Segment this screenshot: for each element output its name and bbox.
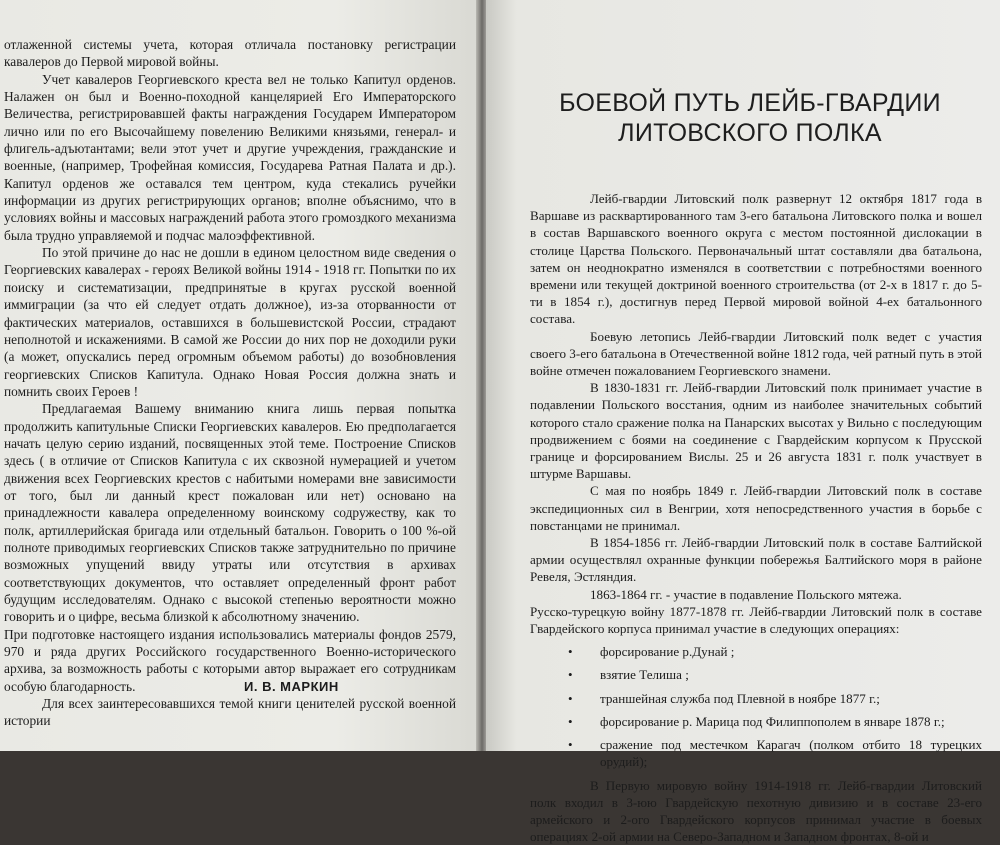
operations-list [530, 643, 982, 770]
operation-item: • форсирование р.Дунай ; [530, 643, 982, 660]
bullet-icon: • [568, 713, 573, 730]
left-paragraph: Учет кавалеров Георгиевского креста вел не только Капитул орденов. Налажен он был и Военно-походной канцелярией Его Императорского Величества, регистрировавшей факты награждения Государем Императором лично или по его Высочайшему повелению Великими князьями, генерал- и флигель-адъютантами; вели этот учет и другие учреждения, гражданские и военные, (например, Трофейная комиссия, Государева Ратная Палата и др.). Капитул орденов же оставался тем центром, куда стекались ручейки информации из других регистрирующих органов; вполне объяснимо, что в условиях войны и массовых награждений работа этого громоздкого механизма была трудно управляемой и подчас малоэффективной. [4, 71, 456, 244]
chapter-title-line: БОЕВОЙ ПУТЬ ЛЕЙБ-ГВАРДИИ [540, 88, 960, 118]
chapter-title-line: ЛИТОВСКОГО ПОЛКА [540, 118, 960, 148]
right-paragraph: 1863-1864 гг. - участие в подавление Польского мятежа. [530, 586, 982, 603]
right-paragraph: В 1854-1856 гг. Лейб-гвардии Литовский полк в составе Балтийской армии осуществлял охранные функции побережья Балтийского моря в районе Ревеля, Эстляндия. [530, 534, 982, 586]
left-paragraph: Предлагаемая Вашему вниманию книга лишь первая попытка продолжить капитульные Списки Георгиевских кавалеров. Ею предполагается начать целую серию изданий, посвященных этой теме. Построение Списков здесь ( в отличие от Списков Капитула с их сквозной нумерацией и учетом движения всех Георгиевских крестов с набитыми номерами вне зависимости от того, был ли данный крест пожалован или нет) основано на принадлежности кавалера определенному воинскому содружеству, как то полк, артиллерийская бригада или отдельный батальон. Говорить о 100 %-ой полноте приводимых георгиевских Списков также затруднительно по причине возможных упущений ввиду утраты или отсутствия в архивах соответствующих документов, что оставляет определенный фронт работ будущим исследователям. Однако с высокой степенью вероятности можно говорить и о цифре, весьма близкой к абсолютному значению. [4, 400, 456, 625]
bullet-icon: • [568, 643, 573, 660]
left-paragraph: Для всех заинтересовавшихся темой книги ценителей русской военной истории [4, 695, 456, 730]
operation-item: • сражение под местечком Карагач (полком отбито 18 турецких орудий); [530, 736, 982, 770]
left-page [0, 0, 478, 751]
bullet-icon: • [568, 736, 573, 753]
left-page-text [4, 36, 456, 730]
operation-item: • траншейная служба под Плевной в ноябре 1877 г.; [530, 690, 982, 707]
left-paragraph: По этой причине до нас не дошли в едином целостном виде сведения о Георгиевских кавалерах - героях Великой войны 1914 - 1918 гг. Попытки по их поиску и систематизации, предпринятые в кругах русской военной иммиграции (за что ей следует отдать должное), из-за оторванности от фактических материалов, оставшихся в большевистской России, страдают неполнотой и искажениями. В самой же России до них пор не доходили руки (а может, опускались перед огромным объемом работы) до возобновления георгиевских Списков Капитула. Однако Новая Россия должна знать и помнить своих Героев ! [4, 244, 456, 400]
right-paragraph: Русско-турецкую войну 1877-1878 гг. Лейб-гвардии Литовский полк в составе Гвардейского корпуса принимал участие в следующих операциях: [530, 603, 982, 637]
bullet-icon: • [568, 666, 573, 683]
operation-item: • взятие Телиша ; [530, 666, 982, 683]
left-paragraph: При подготовке настоящего издания использовались материалы фондов 2579, 970 и ряда других Российского государственного Военно-исторического архива, за возможность работы с которыми автор выражает его сотрудникам особую благодарность. [4, 626, 456, 695]
right-paragraph: Лейб-гвардии Литовский полк развернут 12 октября 1817 года в Варшаве из расквартированного там 3-его батальона Литовского полка и вошел в состав Варшавского военного округа с местом постоянной дислокации в столице Царства Польского. Первоначальный штат составляли два батальона, затем он неоднократно изменялся в соответствии с потребностями военного времени или текущей доктриной военного строительства (от 2-х в 1817 г. до 5-ти в 1854 г.), достигнув перед Первой мировой войной 4-ех батальонного состава. [530, 190, 982, 328]
right-paragraph: В Первую мировую войну 1914-1918 гг. Лейб-гвардии Литовский полк входил в 3-юю Гвардейскую пехотную дивизию и в составе 23-его армейского и 2-ого Гвардейского корпусов принимал участие в боевых операциях 2-ой армии на Северо-Западном и Западном фронтах, 8-ой и [530, 777, 982, 845]
right-paragraph: В 1830-1831 гг. Лейб-гвардии Литовский полк принимает участие в подавлении Польского восстания, одним из наиболее значительных событий которого стало сражение полка на Панарских высотах у Вильно с последующим продвижением с боями на соединение с Гвардейским корпусом к Прусской границе и форсированием Вислы. 25 и 26 августа 1831 г. полк участвует в штурме Варшавы. [530, 379, 982, 482]
right-paragraph: Боевую летопись Лейб-гвардии Литовский полк ведет с участия своего 3-его батальона в Отечественной войне 1812 года, чей ратный путь в этой войне отмечен пожалованием Георгиевского знамени. [530, 328, 982, 380]
chapter-title [540, 88, 960, 148]
bullet-icon: • [568, 690, 573, 707]
right-paragraph: С мая по ноябрь 1849 г. Лейб-гвардии Литовский полк в составе экспедиционных сил в Венгрии, хотя непосредственного участия в борьбе с повстанцами не принимал. [530, 482, 982, 534]
right-page-text [530, 190, 982, 845]
author-signature: И. В. МАРКИН [244, 679, 339, 694]
left-paragraph: отлаженной системы учета, которая отличала постановку регистрации кавалеров до Первой мировой войны. [4, 36, 456, 71]
operation-item: • форсирование р. Марица под Филиппополем в январе 1878 г.; [530, 713, 982, 730]
